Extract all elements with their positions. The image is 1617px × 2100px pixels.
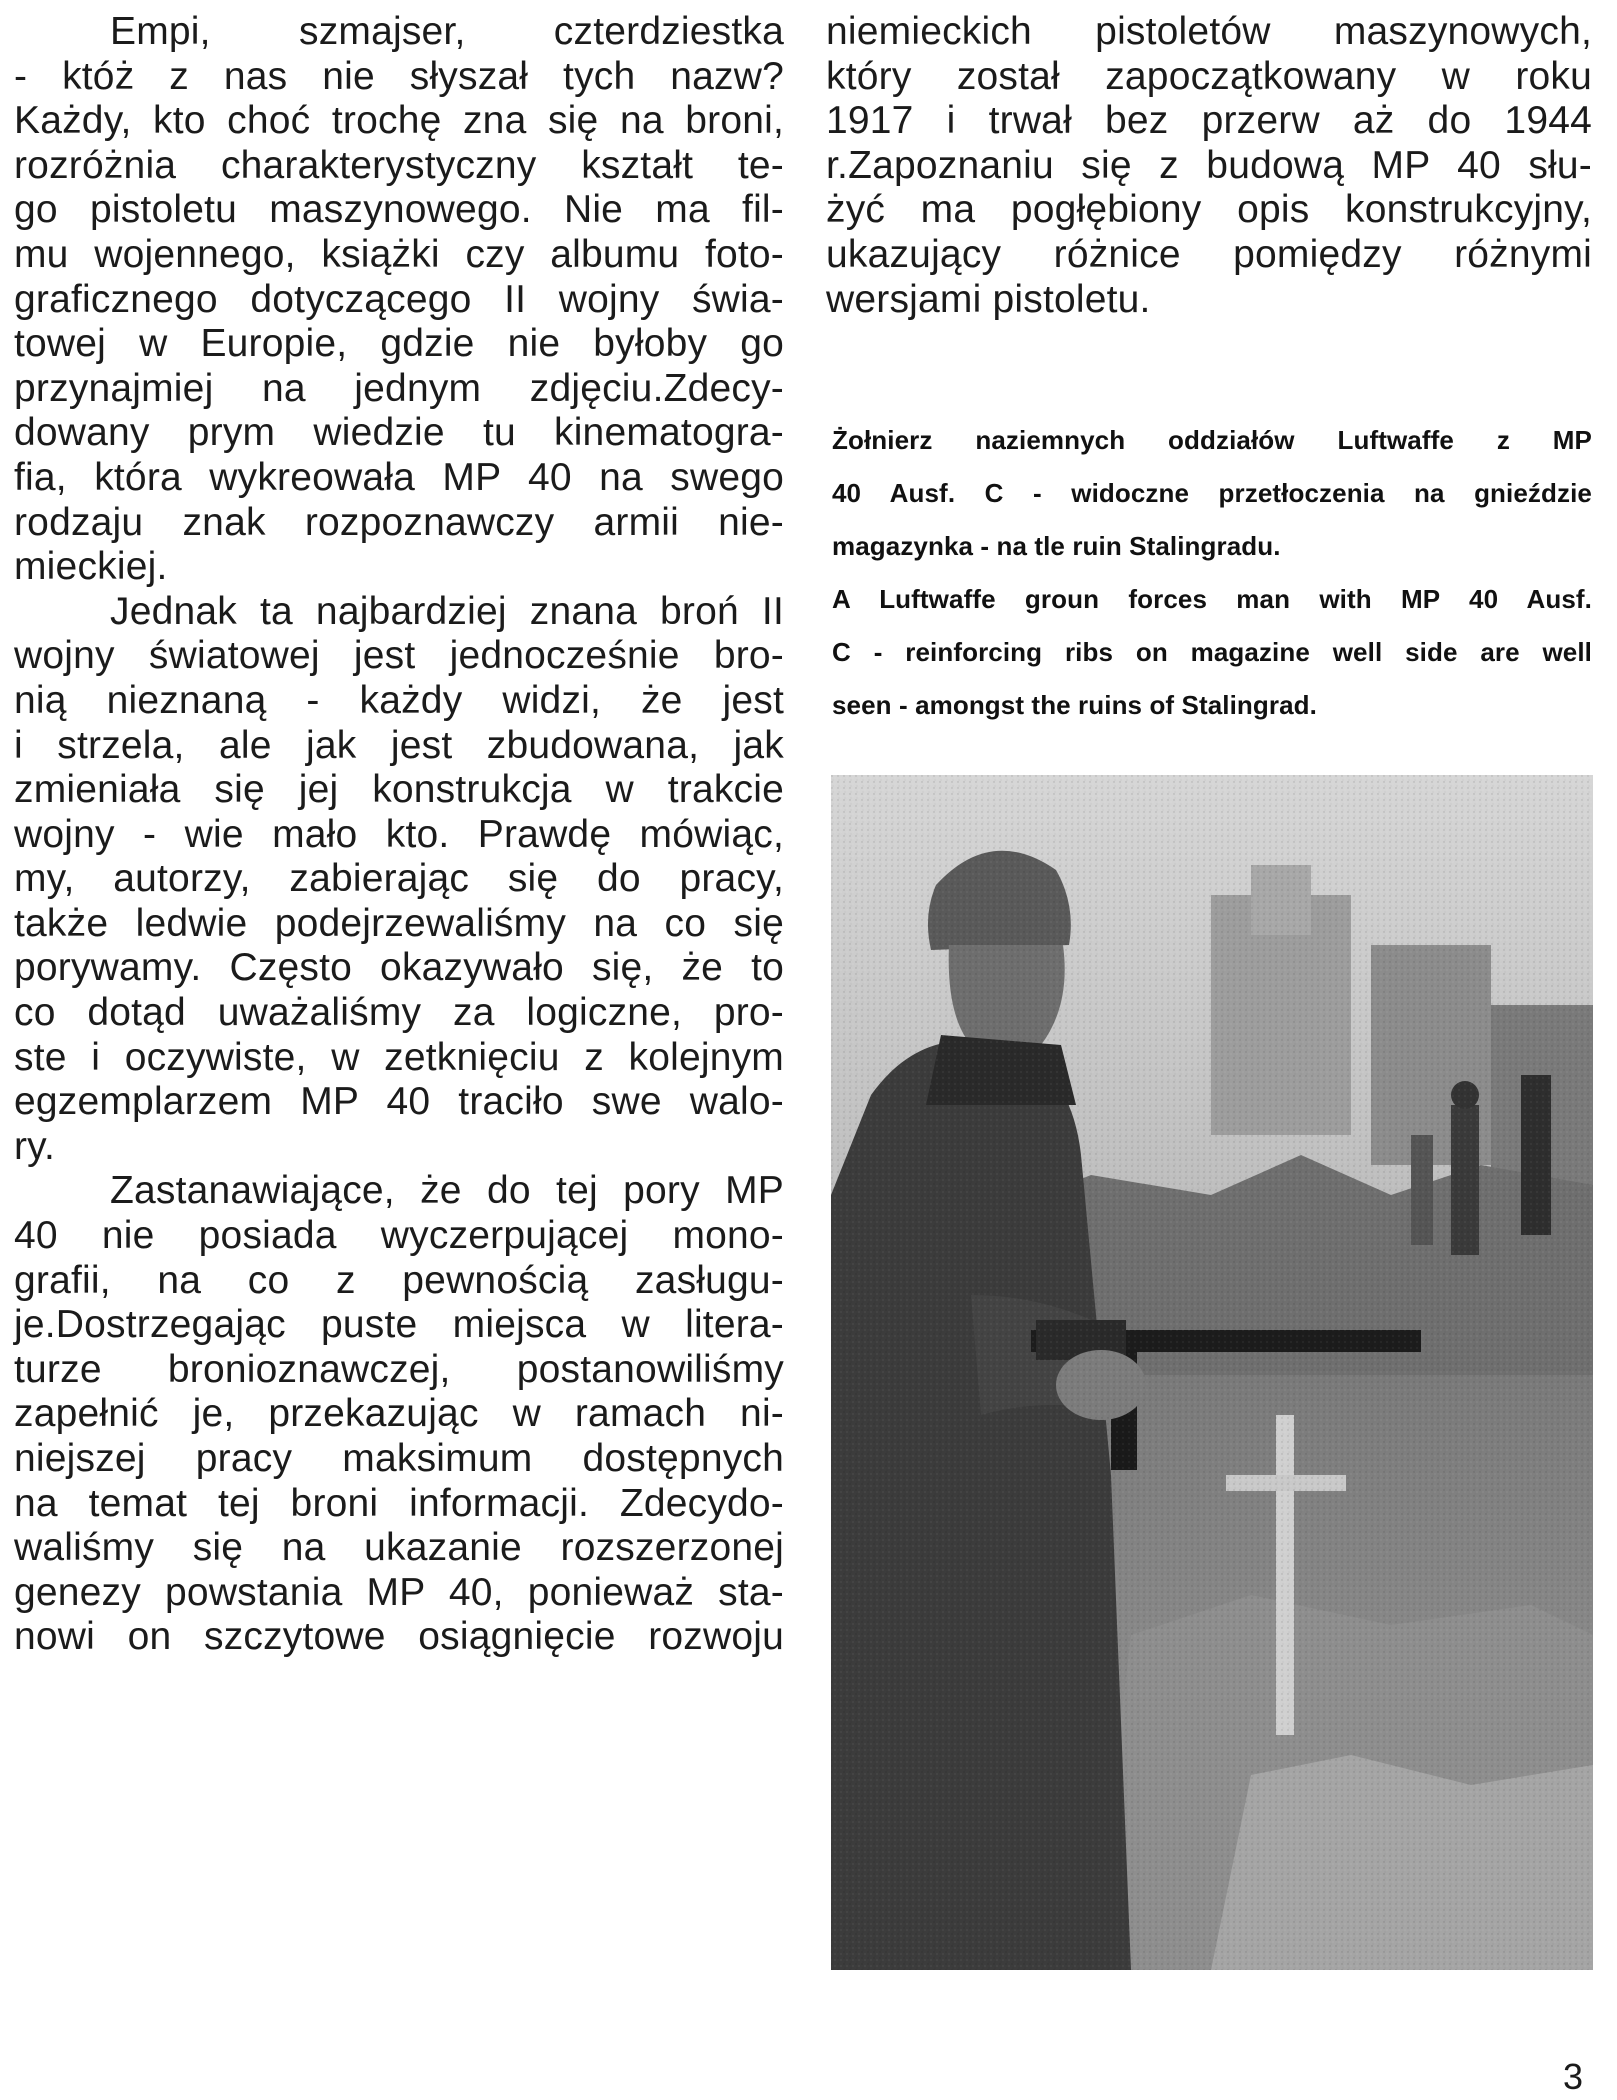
left-column-line: na temat tej broni informacji. Zdecydo- bbox=[14, 1481, 784, 1525]
photo-caption bbox=[832, 414, 1592, 732]
right-column-line: ukazujący różnice pomiędzy różnymi bbox=[826, 232, 1592, 276]
caption-line: C - reinforcing ribs on magazine well side are well bbox=[832, 637, 1592, 667]
left-column-line: zmieniała się jej konstrukcja w trakcie bbox=[14, 768, 784, 812]
left-column-line: 40 nie posiada wyczerpującej mono- bbox=[14, 1214, 784, 1258]
left-column-line: Zastanawiające, że do tej pory MP bbox=[110, 1169, 784, 1213]
left-column-line: wojny światowej jest jednocześnie bro- bbox=[14, 634, 784, 678]
left-column-line: ste i oczywiste, w zetknięciu z kolejnym bbox=[14, 1035, 784, 1079]
left-column-line: nowi on szczytowe osiągnięcie rozwoju bbox=[14, 1615, 784, 1659]
caption-line: seen - amongst the ruins of Stalingrad. bbox=[832, 690, 1317, 720]
left-column-line: egzemplarzem MP 40 traciło swe walo- bbox=[14, 1080, 784, 1124]
left-column-line: go pistoletu maszynowego. Nie ma fil- bbox=[14, 188, 784, 232]
caption-line: Żołnierz naziemnych oddziałów Luftwaffe z MP bbox=[832, 425, 1592, 455]
right-column-line: żyć ma pogłębiony opis konstrukcyjny, bbox=[826, 188, 1592, 232]
left-column-line: towej w Europie, gdzie nie byłoby go bbox=[14, 322, 784, 366]
left-column-line: także ledwie podejrzewaliśmy na co się bbox=[14, 901, 784, 945]
right-column-line: 1917 i trwał bez przerw aż do 1944 bbox=[826, 99, 1592, 143]
left-column-line: graficznego dotyczącego II wojny świa- bbox=[14, 277, 784, 321]
right-text-column bbox=[826, 10, 1592, 322]
left-column-line: - któż z nas nie słyszał tych nazw? bbox=[14, 54, 784, 98]
caption-line: magazynka - na tle ruin Stalingradu. bbox=[832, 531, 1281, 561]
left-column-line: zapełnić je, przekazując w ramach ni- bbox=[14, 1392, 784, 1436]
left-column-line: turze bronioznawczej, postanowiliśmy bbox=[14, 1347, 784, 1391]
left-text-column bbox=[14, 10, 784, 1660]
left-column-line: fia, która wykreowała MP 40 na swego bbox=[14, 455, 784, 499]
left-column-line: Każdy, kto choć trochę zna się na broni, bbox=[14, 99, 784, 143]
page-number: 3 bbox=[1563, 2056, 1584, 2097]
right-column-line: niemieckich pistoletów maszynowych, bbox=[826, 10, 1592, 53]
left-column-line: mu wojennego, książki czy albumu foto- bbox=[14, 232, 784, 276]
left-column-line: je.Dostrzegając puste miejsca w litera- bbox=[14, 1303, 784, 1347]
left-column-line: Empi, szmajser, czterdziestka bbox=[110, 10, 784, 53]
left-column-line: mieckiej. bbox=[14, 545, 168, 589]
caption-line: 40 Ausf. C - widoczne przetłoczenia na gnieździe bbox=[832, 478, 1592, 508]
left-column-line: my, autorzy, zabierając się do pracy, bbox=[14, 857, 784, 901]
left-column-line: i strzela, ale jak jest zbudowana, jak bbox=[14, 723, 784, 767]
photo-image bbox=[831, 775, 1593, 1970]
left-column-line: przynajmiej na jednym zdjęciu.Zdecy- bbox=[14, 366, 784, 410]
right-column-line: który został zapoczątkowany w roku bbox=[826, 54, 1592, 98]
left-column-line: porywamy. Często okazywało się, że to bbox=[14, 946, 784, 990]
left-column-line: genezy powstania MP 40, ponieważ sta- bbox=[14, 1570, 784, 1614]
left-column-line: rozróżnia charakterystyczny kształt te- bbox=[14, 143, 784, 187]
left-column-line: dowany prym wiedzie tu kinematogra- bbox=[14, 411, 784, 455]
left-column-line: waliśmy się na ukazanie rozszerzonej bbox=[14, 1526, 784, 1570]
left-column-line: co dotąd uważaliśmy za logiczne, pro- bbox=[14, 991, 784, 1035]
left-column-line: rodzaju znak rozpoznawczy armii nie- bbox=[14, 500, 784, 544]
right-column-line: r.Zapoznaniu się z budową MP 40 słu- bbox=[826, 143, 1592, 187]
right-column-line: wersjami pistoletu. bbox=[826, 277, 1151, 321]
left-column-line: niejszej pracy maksimum dostępnych bbox=[14, 1437, 784, 1480]
caption-line: A Luftwaffe groun forces man with MP 40 Ausf. bbox=[832, 584, 1592, 614]
left-column-line: wojny - wie mało kto. Prawdę mówiąc, bbox=[14, 812, 784, 856]
left-column-line: nią nieznaną - każdy widzi, że jest bbox=[14, 678, 784, 722]
soldier-photo bbox=[831, 775, 1593, 1970]
left-column-line: grafii, na co z pewnością zasługu- bbox=[14, 1258, 784, 1302]
left-column-line: Jednak ta najbardziej znana broń II bbox=[110, 589, 784, 633]
left-column-line: ry. bbox=[14, 1124, 56, 1168]
